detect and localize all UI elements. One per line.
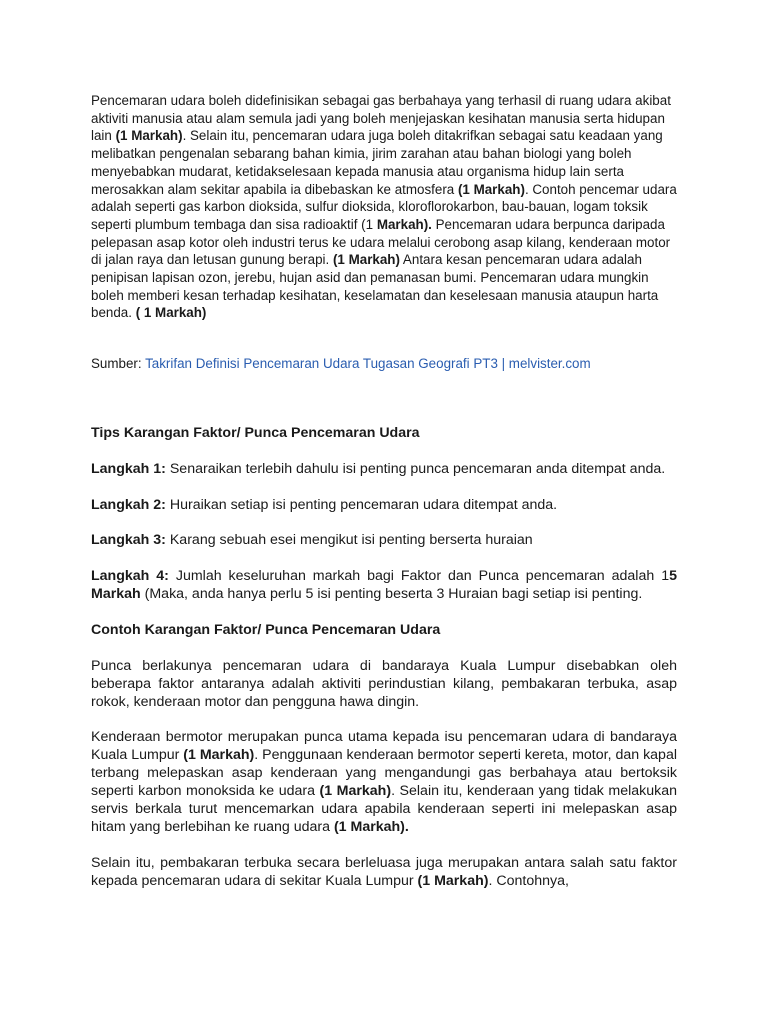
step-text: Karang sebuah esei mengikut isi penting berserta huraian	[165, 532, 533, 549]
intro-text: . Contoh pencemar udara adalah seperti gas karbon dioksida, sulfur dioksida, kloroflorokarbon, bau-bauan, logam toksik seperti plumbum tembaga dan sisa radioaktif (1	[91, 181, 677, 232]
example-text: . Selain itu, kenderaan yang tidak melakukan servis berkala turut mencemarkan udara apabila kenderaan seperti ini melepaskan asap hitam yang berlebihan ke ruang udara	[91, 783, 677, 835]
step-label: Langkah 2:	[91, 496, 166, 513]
step-label: Langkah 3:	[91, 532, 166, 549]
example-paragraph-1: Punca berlakunya pencemaran udara di bandaraya Kuala Lumpur disebabkan oleh beberapa faktor antaranya adalah aktiviti perindustian kilang, pembakaran terbuka, asap rokok, kenderaan motor dan pengguna hawa dingin.	[91, 657, 677, 710]
tips-heading: Tips Karangan Faktor/ Punca Pencemaran Udara	[91, 425, 420, 441]
mark-label: (1 Markah)	[332, 252, 400, 268]
step-4	[91, 568, 677, 604]
step-3	[91, 532, 677, 550]
mark-label: (1 Markah)	[457, 181, 525, 197]
intro-text: Pencemaran udara berpunca daripada pelepasan asap kotor oleh industri terus ke udara melalui cerobong asap kilang, kenderaan motor di jalan raya dan letusan gunung berapi.	[91, 216, 671, 268]
source-label: Sumber:	[91, 356, 146, 371]
example-heading: Contoh Karangan Faktor/ Punca Pencemaran Udara	[91, 621, 441, 638]
example-paragraph-2	[91, 729, 677, 836]
step-label: Langkah 1:	[91, 460, 166, 477]
step-1	[91, 461, 677, 479]
intro-text: . Selain itu, pencemaran udara juga boleh ditakrifkan sebagai satu keadaan yang melibatkan pengenalan sebarang bahan kimia, jirim zarahan atau bahan biologi yang boleh menyebabkan mudarat, ketidakselesaan kepada manusia atau organisma hidup lain serta merosakkan alam sekitar apabila ia dibebaskan ke atmosfera	[91, 128, 663, 197]
intro-text: Antara kesan pencemaran udara adalah penipisan lapisan ozon, jerebu, hujan asid dan pemanasan bumi. Pencemaran udara mungkin boleh memberi kesan terhadap kesihatan, keselamatan dan keselesaan manusia ataupun harta benda.	[91, 252, 659, 321]
mark-label: (1 Markah)	[183, 747, 255, 764]
mark-label: ( 1 Markah)	[135, 305, 207, 321]
example-text: Selain itu, pembakaran terbuka secara berleluasa juga merupakan antara salah satu faktor kepada pencemaran udara di sekitar Kuala Lumpur	[91, 854, 677, 889]
intro-paragraph	[91, 92, 681, 322]
mark-label: (1 Markah)	[417, 872, 489, 889]
example-text: . Contohnya,	[488, 872, 569, 889]
mark-label: 5 Markah	[91, 568, 677, 603]
mark-label: (1 Markah).	[333, 818, 409, 835]
source-line	[91, 355, 591, 373]
mark-label: (1 Markah)	[319, 783, 392, 800]
step-2	[91, 497, 677, 515]
step-text: (Maka, anda hanya perlu 5 isi penting beserta 3 Huraian bagi setiap isi penting.	[140, 586, 643, 603]
intro-text: Pencemaran udara boleh didefinisikan sebagai gas berbahaya yang terhasil di ruang udara akibat aktiviti manusia atau alam semula jadi yang boleh menjejaskan kesihatan manusia serta hidupan lain	[91, 93, 671, 144]
tips-section	[91, 425, 677, 890]
step-text: Senaraikan terlebih dahulu isi penting punca pencemaran anda ditempat anda.	[165, 460, 666, 477]
step-text: Jumlah keseluruhan markah bagi Faktor dan Punca pencemaran adalah 1	[168, 568, 670, 585]
mark-label: Markah).	[376, 216, 432, 232]
mark-label: (1 Markah)	[115, 128, 183, 144]
step-label: Langkah 4:	[91, 568, 169, 585]
example-text: Kenderaan bermotor merupakan punca utama kepada isu pencemaran udara di bandaraya Kuala Lumpur	[91, 729, 677, 764]
example-paragraph-3	[91, 855, 677, 891]
source-link[interactable]: Takrifan Definisi Pencemaran Udara Tugasan Geografi PT3 | melvister.com	[145, 356, 591, 371]
step-text: Huraikan setiap isi penting pencemaran udara ditempat anda.	[165, 496, 558, 513]
example-text: . Penggunaan kenderaan bermotor seperti kereta, motor, dan kapal terbang melepaskan asap kenderaan yang mengandungi gas berbahaya atau bertoksik seperti karbon monoksida ke udara	[91, 747, 677, 800]
